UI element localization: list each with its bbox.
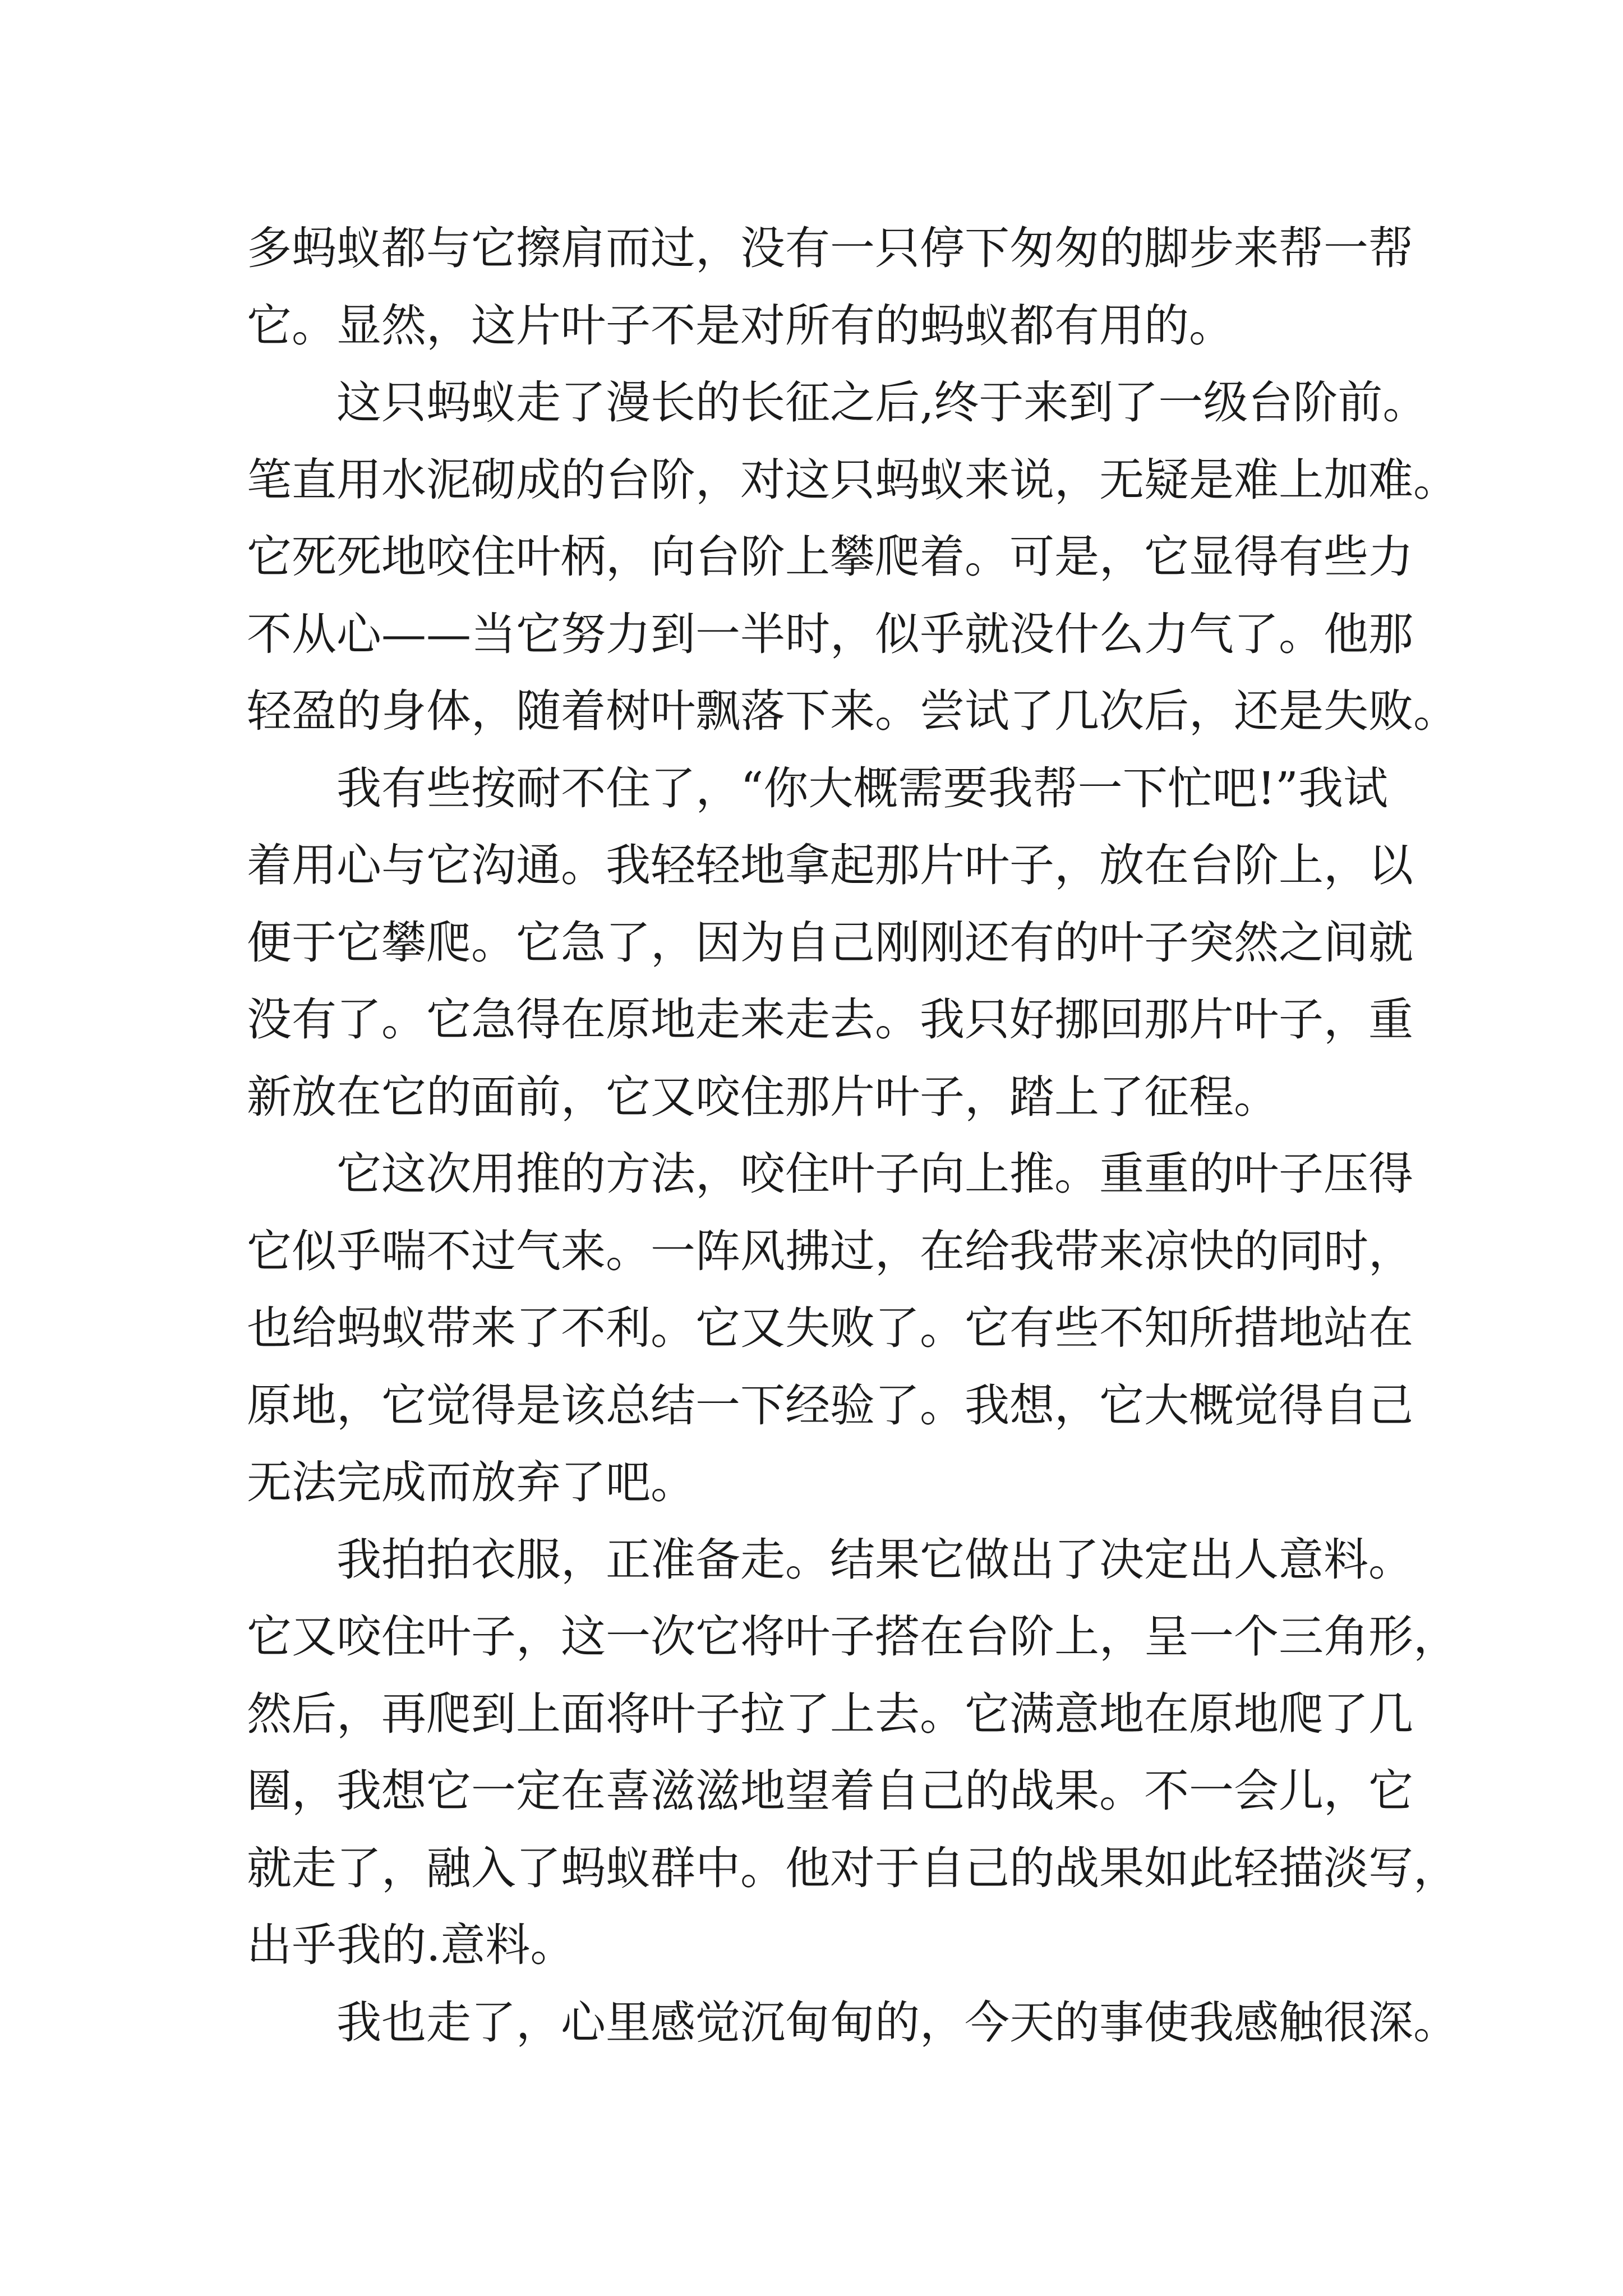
paragraph-start-line: 我也走了，心里感觉沉甸甸的，今天的事使我感触很深。 (336, 1996, 1458, 2049)
text-line: 它似乎喘不过气来。一阵风拂过，在给我带来凉快的同时， (247, 1225, 1413, 1277)
text-line: 笔直用水泥砌成的台阶，对这只蚂蚁来说，无疑是难上加难。 (247, 453, 1458, 506)
text-line: 它。显然，这片叶子不是对所有的蚂蚁都有用的。 (247, 299, 1234, 352)
text-line: 着用心与它沟通。我轻轻地拿起那片叶子，放在台阶上，以 (247, 839, 1413, 891)
paragraph-start-line: 我拍拍衣服，正准备走。结果它做出了决定出人意料。 (336, 1533, 1413, 1586)
text-line: 出乎我的.意料。 (247, 1919, 575, 1971)
text-line: 它又咬住叶子，这一次它将叶子搭在台阶上，呈一个三角形， (247, 1611, 1458, 1663)
text-line: 也给蚂蚁带来了不利。它又失败了。它有些不知所措地站在 (247, 1302, 1413, 1354)
text-line: 轻盈的身体，随着树叶飘落下来。尝试了几次后，还是失败。 (247, 685, 1458, 737)
text-line: 原地，它觉得是该总结一下经验了。我想，它大概觉得自己 (247, 1379, 1413, 1432)
paragraph-start-line: 我有些按耐不住了，“你大概需要我帮一下忙吧!”我试 (336, 762, 1388, 815)
paragraph-start-line: 它这次用推的方法，咬住叶子向上推。重重的叶子压得 (336, 1148, 1413, 1200)
text-line: 新放在它的面前，它又咬住那片叶子，踏上了征程。 (247, 1070, 1279, 1123)
text-line: 圈，我想它一定在喜滋滋地望着自己的战果。不一会儿，它 (247, 1765, 1413, 1817)
text-line: 它死死地咬住叶柄，向台阶上攀爬着。可是，它显得有些力 (247, 531, 1413, 583)
text-line: 便于它攀爬。它急了，因为自己刚刚还有的叶子突然之间就 (247, 916, 1413, 969)
text-line: 然后，再爬到上面将叶子拉了上去。它满意地在原地爬了几 (247, 1687, 1413, 1740)
paragraph-start-line: 这只蚂蚁走了漫长的长征之后,终于来到了一级台阶前。 (336, 376, 1428, 429)
text-line: 就走了，融入了蚂蚁群中。他对于自己的战果如此轻描淡写， (247, 1842, 1458, 1894)
text-line: 无法完成而放弃了吧。 (247, 1456, 695, 1508)
text-line: 多蚂蚁都与它擦肩而过，没有一只停下匆匆的脚步来帮一帮 (247, 222, 1413, 274)
text-line: 没有了。它急得在原地走来走去。我只好挪回那片叶子，重 (247, 993, 1413, 1046)
text-line: 不从心——当它努力到一半时，似乎就没什么力气了。他那 (247, 608, 1413, 660)
article-body (247, 210, 1458, 2061)
